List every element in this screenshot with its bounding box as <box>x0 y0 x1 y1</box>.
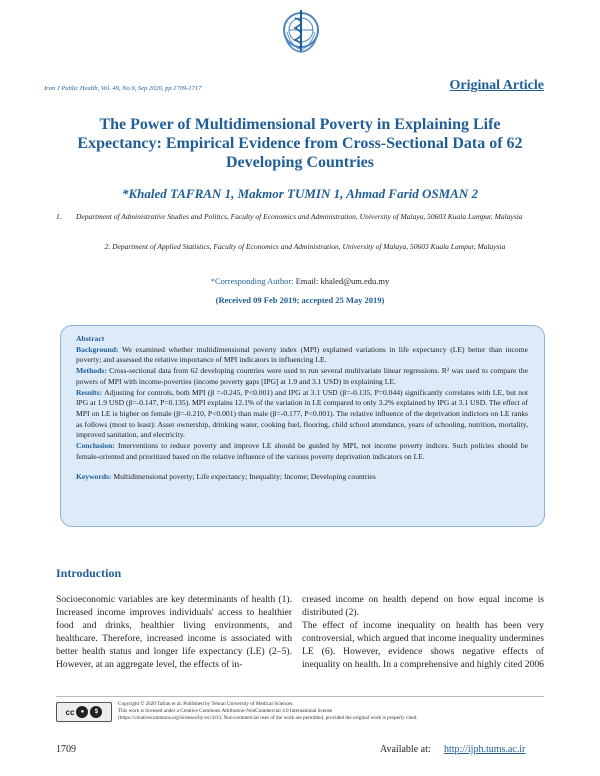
cc-license-icon[interactable] <box>56 702 112 722</box>
affiliation-1 <box>56 212 546 222</box>
license-url-line[interactable]: (https://creativecommons.org/licenses/by-nc/4.0/). Non-commercial uses of the work are permitted, provided the original work is properly cited. <box>118 715 418 721</box>
affiliation-text: Department of Administrative Studies and Politics, Faculty of Economics and Administration, University of Malaya, 50603 Kuala Lumpur, Malaysia <box>76 212 523 221</box>
background-text: We examined whether multidimensional poverty index (MPI) explained variations in life expectancy (LE) better than income poverty; and assessed the relative importance of MPI indicators in influencing LE. <box>76 344 528 365</box>
affiliation-2: 2. Department of Applied Statistics, Faculty of Economics and Administration, University of Malaya, 50603 Kuala Lumpur, Malaysia <box>104 242 506 251</box>
results-label: Results: <box>76 387 103 397</box>
copyright-notice <box>118 701 548 722</box>
corresponding-author <box>100 276 500 286</box>
nc-icon: $ <box>90 706 102 718</box>
corresponding-email[interactable]: Email: khaled@um.edu.my <box>295 276 390 286</box>
keywords-text: Multidimensional poverty; Life expectancy; Inequality; Income; Developing countries <box>113 472 376 482</box>
by-icon: ● <box>76 706 88 718</box>
paragraph: The effect of income inequality on health has been very controversial, which argued that income inequality undermines LE (6). However, evidence shows negative effects of inequality on health. In a comprehensive and highly cited 2006 <box>302 620 544 670</box>
cc-label: cc <box>65 707 75 717</box>
paper-title: The Power of Multidimensional Poverty in Explaining Life Expectancy: Empirical Evidence from Cross-Sectional Data of 62 Developing Countries <box>77 116 523 171</box>
paragraph: creased income on health depend on how equal income is distributed (2). <box>302 594 544 618</box>
copyright-line: Copyright © 2020 Tafran et al. Published by Tehran University of Medical Sciences. <box>118 701 294 707</box>
paragraph: Socioeconomic variables are key determinants of health (1). Increased income improves individuals' access to healthier food and drinks, healthier living environments, and healthcare. Therefore, increased income is associated with better health status and longer life expectancy (LE) (2–5). However, at an aggregate level, the effects of in- <box>56 594 292 670</box>
methods-text: Cross-sectional data from 62 developing countries were used to run several multivariate linear regressions. R² was used to compare the powers of MPI with income-poverties (income poverty gaps [IPG] at 1.9 and 3.1 USD) in explaining LE. <box>76 366 528 386</box>
abstract-heading: Abstract <box>76 334 105 343</box>
body-column-right <box>302 593 544 671</box>
introduction-heading: Introduction <box>56 566 122 580</box>
article-type-label: Original Article <box>449 78 544 93</box>
corresponding-label: *Corresponding Author: <box>210 276 294 286</box>
keywords-label: Keywords: <box>76 472 112 482</box>
journal-site-link[interactable]: http://ijph.tums.ac.ir <box>444 744 526 755</box>
abstract-content <box>76 334 528 483</box>
author-list: *Khaled TAFRAN 1, Makmor TUMIN 1, Ahmad Farid OSMAN 2 <box>121 186 478 201</box>
received-dates: (Received 09 Feb 2019; accepted 25 May 2019) <box>215 295 385 305</box>
methods-label: Methods: <box>76 366 107 376</box>
available-label: Available at: <box>380 744 431 755</box>
who-emblem-icon <box>281 6 321 76</box>
page-number: 1709 <box>56 744 76 755</box>
conclusion-text: Interventions to reduce poverty and improve LE should be guided by MPI, not income poverty indices. Such policies should be female-oriented and prioritized based on the relative influence of the various poverty deprivation indicators on LE. <box>76 441 528 461</box>
body-column-left <box>56 593 292 671</box>
results-text: Adjusting for controls, both MPI (β =-0.245, P<0.001) and IPG at 3.1 USD (β=-0.135, P=0.044) significantly correlates with LE, but not IPG at 1.9 USD (β=-0.147, P=0.135). MPI explains 12.1% of the variation in LE compared to only 3.2% explained by IPG at 3.1 USD. The effect of MPI on LE is higher on female (β=-0.210, P<0.001) than male (β=-0.177, P<0.001). The relative influence of the deprivation indictors on LE ranks as follows (most to least): Asset ownership, drinking water, cooking fuel, flooring, child school attendance, years of schooling, nutrition, mortality, improved sanitation, and electricity. <box>76 387 529 440</box>
affiliation-number: 1. <box>56 212 62 221</box>
footer-divider <box>56 696 544 697</box>
license-line: This work is licensed under a Creative Commons Attribution-NonCommercial 4.0 International license <box>118 708 333 714</box>
journal-reference: Iran J Public Health, Vol. 49, No.9, Sep 2020, pp.1709-1717 <box>44 85 202 92</box>
background-label: Background: <box>76 344 119 354</box>
conclusion-label: Conclusion: <box>76 441 115 451</box>
